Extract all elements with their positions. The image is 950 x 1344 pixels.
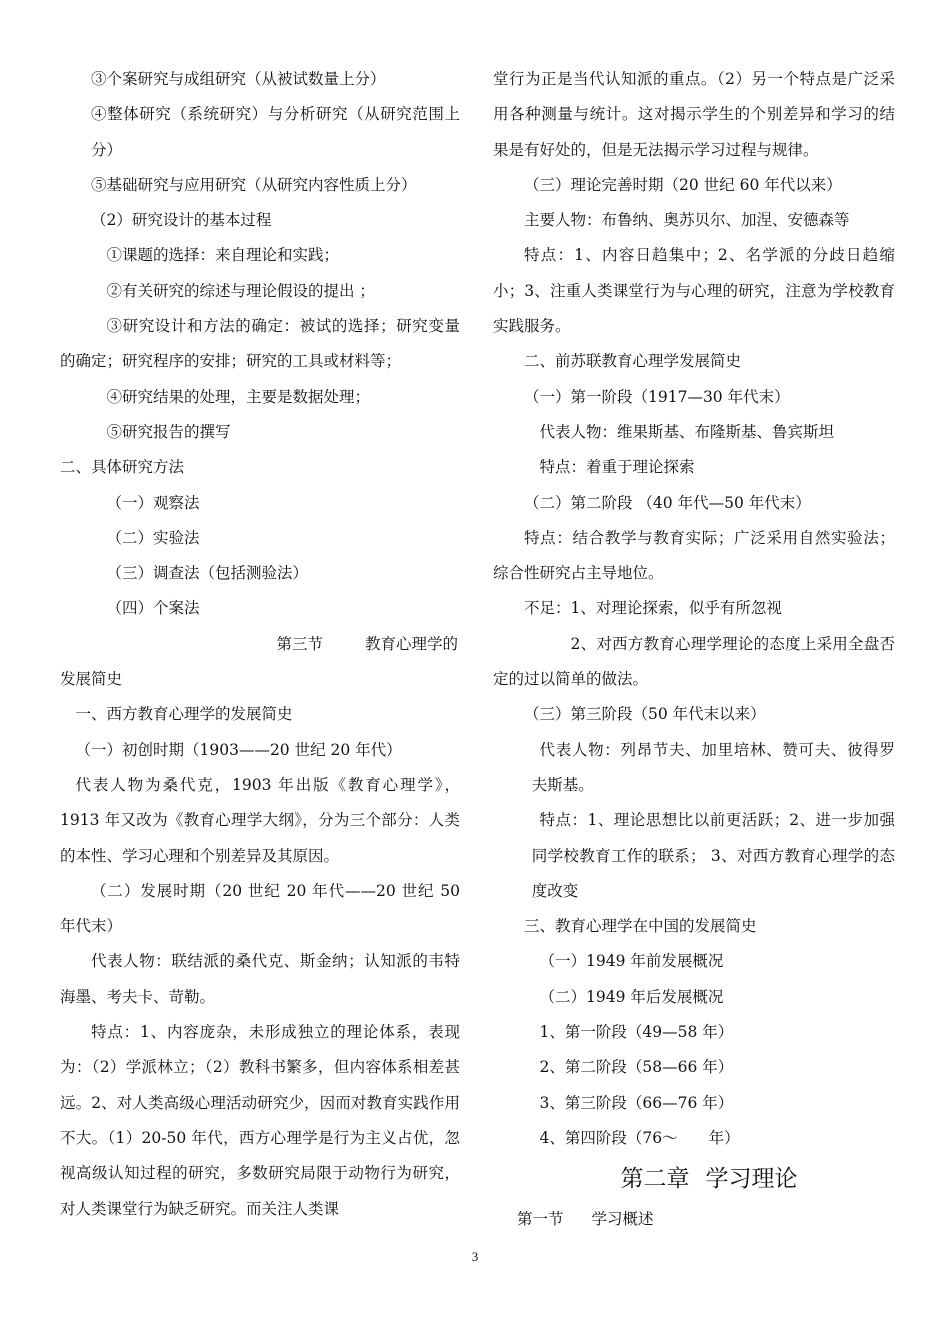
paragraph: ③研究设计和方法的确定：被试的选择；研究变量的确定；研究程序的安排；研究的工具或材料等；: [60, 317, 460, 371]
paragraph: 特点：1、内容日趋集中；2、名学派的分歧日趋缩小；3、注重人类课堂行为与心理的研究，注意为学校教育实践服务。: [493, 246, 895, 336]
paragraph: （三）第三阶段（50 年代末以来）: [524, 705, 766, 724]
section-heading: [60, 627, 460, 698]
paragraph: （三）调查法（包括测验法）: [106, 564, 309, 583]
paragraph: （一）第一阶段（1917—30 年代末）: [524, 387, 790, 406]
paragraph: 代表人物：维果斯基、布隆斯基、鲁宾斯坦: [539, 422, 835, 441]
section-title-part1: 教育心理学的: [364, 634, 458, 653]
paragraph: ②有关研究的综述与理论假设的提出 ；: [106, 281, 375, 300]
paragraph: 代表人物：列昂节夫、加里培林、赞可夫、彼得罗夫斯基。: [531, 740, 895, 794]
paragraph: 1、第一阶段（49—58 年）: [539, 1023, 734, 1042]
paragraph: 特点：1、理论思想比以前更活跃；2、进一步加强同学校教育工作的联系； 3、对西方教育心理学的态度改变: [531, 811, 895, 900]
paragraph: 特点：着重于理论探索: [539, 458, 695, 477]
paragraph: （二）第二阶段 （40 年代—50 年代末）: [524, 493, 811, 512]
paragraph: 特点：结合教学与教育实际；广泛采用自然实验法；综合性研究占主导地位。: [493, 528, 895, 583]
paragraph: （二）1949 年后发展概况: [539, 987, 724, 1006]
paragraph: 二、前苏联教育心理学发展简史: [524, 352, 742, 371]
paragraph: 代表人物：联结派的桑代克、斯金纳；认知派的韦特海墨、考夫卡、苛勒。: [60, 952, 460, 1006]
right-column: [493, 62, 895, 1234]
paragraph: （四）个案法: [106, 599, 200, 618]
right-paragraphs: [493, 62, 895, 1156]
paragraph: 代表人物为桑代克，1903 年出版《教育心理学》，1913 年又改为《教育心理学大纲》，分为三个部分：人类的本性、学习心理和个别差异及其原因。: [60, 775, 460, 865]
chapter-number: 第二章: [620, 1166, 690, 1193]
section-title-part2: 发展简史: [60, 670, 123, 689]
paragraph: （二）发展时期（20 世纪 20 年代——20 世纪 50 年代末）: [60, 881, 460, 936]
page-number: 3: [471, 1249, 479, 1264]
subsection-title: 学习概述: [591, 1210, 654, 1229]
paragraph: （三）理论完善时期（20 世纪 60 年代以来）: [524, 175, 842, 194]
chapter-title: 学习理论: [705, 1166, 798, 1193]
paragraph: 4、第四阶段（76～ 年）: [539, 1128, 740, 1147]
left-column: [60, 62, 460, 1227]
paragraph: 主要人物：布鲁纳、奥苏贝尔、加涅、安德森等: [524, 211, 850, 230]
paragraph: （一）初创时期（1903——20 世纪 20 年代）: [75, 740, 402, 759]
subsection-heading: [493, 1204, 895, 1234]
paragraph: （二）实验法: [106, 528, 200, 547]
paragraph: 不足：1、对理论探索，似乎有所忽视: [524, 599, 782, 618]
paragraph: 三、教育心理学在中国的发展简史: [524, 917, 757, 936]
paragraph: （一）观察法: [106, 493, 200, 512]
paragraph: （2）研究设计的基本过程: [91, 211, 272, 230]
paragraph: 堂行为正是当代认知派的重点。（2）另一个特点是广泛采用各种测量与统计。这对揭示学生的个别差异和学习的结果是有好处的，但是无法揭示学习过程与规律。: [493, 70, 895, 159]
paragraph: 3、第三阶段（66—76 年）: [539, 1093, 734, 1112]
paragraph: ①课题的选择：来自理论和实践；: [106, 246, 340, 265]
left-paragraphs: [60, 62, 460, 627]
paragraph: ④整体研究（系统研究）与分析研究（从研究范围上分）: [91, 105, 460, 159]
paragraph: ⑤研究报告的撰写: [106, 422, 231, 441]
paragraph: 2、对西方教育心理学理论的态度上采用全盘否定的过以简单的做法。: [493, 634, 895, 689]
paragraph: 二、具体研究方法: [60, 458, 185, 477]
paragraph: 2、第二阶段（58—66 年）: [539, 1058, 734, 1077]
paragraph: ④研究结果的处理，主要是数据处理；: [106, 387, 371, 406]
subsection-number: 第一节: [517, 1210, 564, 1229]
paragraph: （一）1949 年前发展概况: [539, 952, 724, 971]
paragraph: 一、西方教育心理学的发展简史: [75, 705, 293, 724]
chapter-heading: [493, 1162, 895, 1196]
paragraph: ⑤基础研究与应用研究（从研究内容性质上分）: [91, 175, 417, 194]
paragraph: ③个案研究与成组研究（从被试数量上分）: [91, 70, 386, 88]
left-paragraphs-b: [60, 697, 460, 1226]
paragraph: 特点：1、内容庞杂，未形成独立的理论体系，表现为：（2）学派林立；（2）教科书繁多，但内容体系相差甚远。2、对人类高级心理活动研究少，因而对教育实践作用不大。（1）20-50 年代，西方心理学是行为主义占优，忽视高级认知过程的研究，多数研究局限于动物行为研究，对人类课堂行为缺乏研究。而关注人类课: [60, 1023, 460, 1218]
section-number: 第三节: [276, 634, 323, 653]
section-heading-line1: [60, 627, 460, 662]
